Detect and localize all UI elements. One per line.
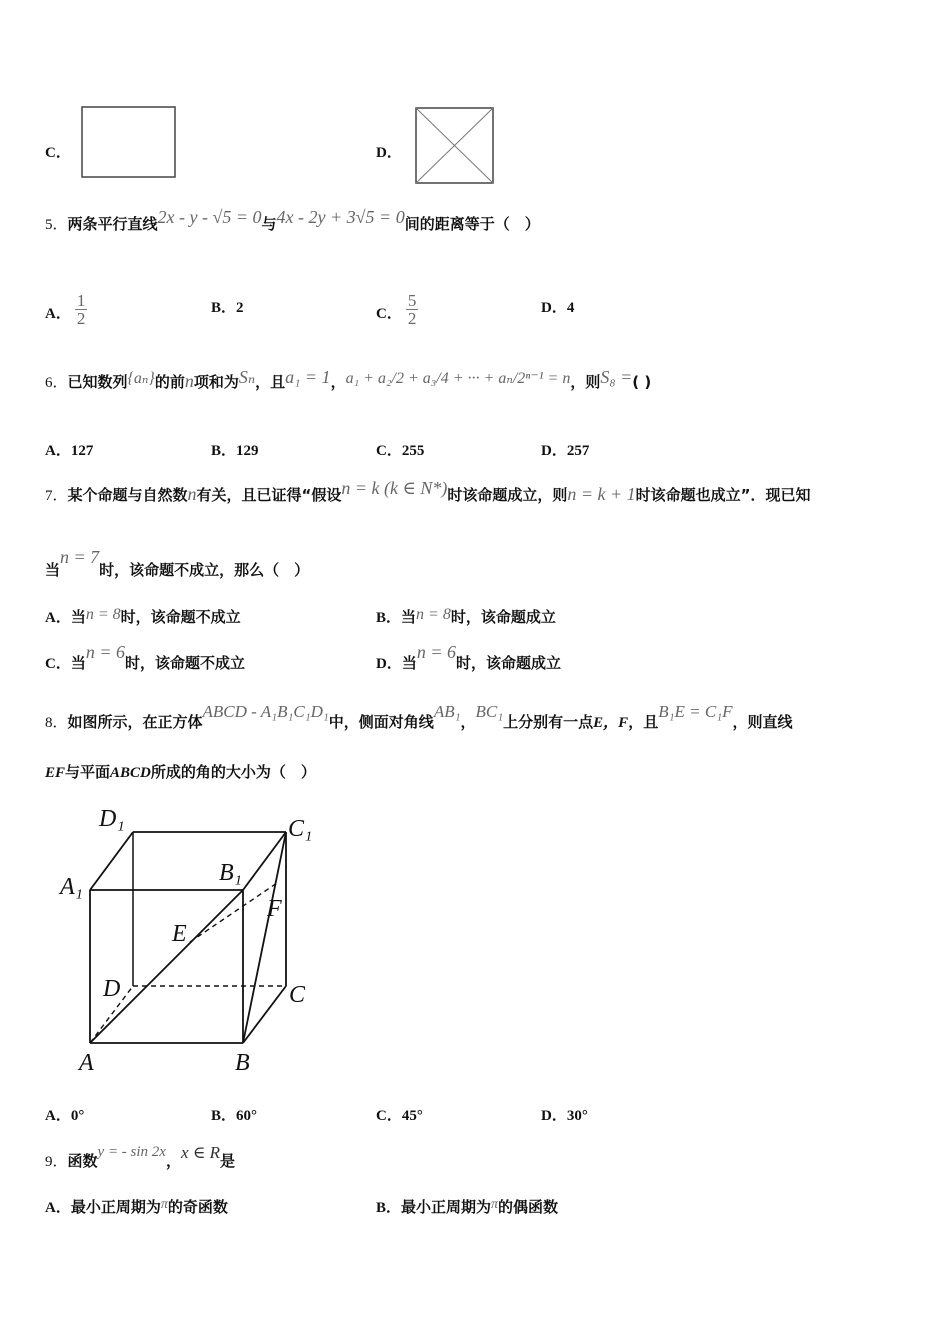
cube-segment-ef — [190, 883, 277, 942]
q6-text: ， — [330, 373, 346, 391]
label-d: D — [103, 976, 121, 1002]
option-text: 当 — [70, 608, 86, 626]
q5-option-a-fraction: $\frac{1}{2}$ — [76, 291, 86, 328]
q7-stem-line2 — [45, 547, 310, 580]
pi-symbol: π — [491, 1197, 499, 1212]
q9-option-b — [376, 1196, 558, 1217]
q9-domain: x ∈ R — [180, 1143, 220, 1162]
q7-text: 时该命题也成立”．现已知 — [635, 486, 811, 504]
label-c: C — [289, 982, 306, 1008]
q8-option-d — [541, 1104, 588, 1125]
label-d1: D₁ — [99, 806, 125, 832]
q9-option-a — [45, 1196, 228, 1217]
q5-text-after: 间的距离等于（ ） — [404, 215, 540, 233]
q6-text: ，且 — [255, 373, 286, 391]
q7-number: 7． — [45, 488, 68, 504]
option-text: 当 — [401, 608, 417, 626]
q6-text: 的前 — [154, 373, 185, 391]
q4-option-d-figure — [414, 106, 496, 186]
option-label: B． — [376, 610, 402, 626]
q8-bc1: BC₁ — [475, 702, 504, 721]
option-text: 时，该命题成立 — [450, 608, 556, 626]
q9-text: 是 — [220, 1152, 236, 1170]
q8-line-ef: EF — [45, 765, 66, 781]
q5-line2-equation: 4x - 2y + 3√5 = 0 — [276, 207, 405, 227]
q6-sn: Sₙ — [238, 367, 256, 387]
option-label: B． — [211, 1108, 237, 1124]
label-f: F — [267, 896, 282, 922]
cube-diagonal-bc1 — [243, 832, 286, 1043]
option-text: 当 — [401, 654, 417, 672]
q5-option-c — [376, 291, 418, 331]
option-label: C． — [45, 656, 71, 672]
cube-edge-a1d1 — [90, 832, 133, 890]
q4-option-d-label: D． — [376, 145, 402, 161]
q7-assumption: n = k (k ∈ N*) — [341, 478, 448, 498]
option-text: 时，该命题不成立 — [120, 608, 241, 626]
option-label: A． — [45, 306, 71, 322]
q8-option-a — [45, 1104, 84, 1125]
q8-cube-figure — [55, 800, 335, 1085]
option-value: 127 — [70, 443, 94, 459]
option-label: C． — [376, 306, 402, 322]
option-value: 255 — [401, 443, 425, 459]
q8-text: 所成的角的大小为（ ） — [150, 763, 316, 781]
option-label: B． — [376, 1200, 402, 1216]
option-label: C． — [376, 443, 402, 459]
option-label: A． — [45, 1200, 71, 1216]
option-value: 257 — [566, 443, 590, 459]
option-text: 当 — [70, 654, 86, 672]
option-value: 4 — [566, 300, 575, 316]
label-b: B — [235, 1050, 250, 1076]
label-b1: B₁ — [219, 860, 243, 886]
option-label: D． — [541, 443, 567, 459]
q8-equality: B₁E = C₁F — [658, 702, 733, 721]
q7-option-d — [376, 642, 562, 673]
option-label: A． — [45, 610, 71, 626]
q5-option-a — [45, 291, 87, 331]
q6-stem — [45, 367, 652, 392]
q5-line1-equation: 2x - y - √5 = 0 — [157, 207, 262, 227]
q5-text-before: 两条平行直线 — [67, 215, 158, 233]
q8-stem-line2 — [45, 761, 316, 782]
q7-n7: n = 7 — [60, 547, 100, 567]
q6-option-d — [541, 439, 589, 460]
option-value: 129 — [236, 443, 259, 459]
option-text: 的偶函数 — [498, 1198, 559, 1216]
q8-stem-line1 — [45, 702, 793, 732]
q9-text: 函数 — [67, 1152, 98, 1170]
q6-text: ，则 — [570, 373, 601, 391]
q9-function: y = - sin 2x — [97, 1144, 166, 1160]
option-value: 30° — [566, 1108, 588, 1124]
label-c1: C₁ — [288, 816, 313, 842]
q8-text: ，则直线 — [732, 713, 793, 731]
option-label: A． — [45, 443, 71, 459]
q6-sequence: {aₙ} — [127, 370, 155, 387]
q5-connector: 与 — [261, 215, 277, 233]
q8-points-ef: E，F — [593, 715, 629, 731]
option-math: n = 8 — [85, 606, 121, 623]
q6-text: ( ) — [632, 373, 652, 391]
q6-text: 已知数列 — [67, 373, 128, 391]
q7-text: 时，该命题不成立，那么（ ） — [99, 561, 310, 579]
q8-text: ，且 — [628, 713, 659, 731]
option-label: B． — [211, 300, 237, 316]
label-a: A — [79, 1050, 94, 1076]
q6-option-a — [45, 439, 93, 460]
q8-text: 上分别有一点 — [503, 713, 594, 731]
q6-n: n — [184, 371, 194, 391]
option-label: D． — [376, 656, 402, 672]
q7-stem-line1 — [45, 478, 811, 505]
q5-option-c-fraction: $\frac{5}{2}$ — [407, 291, 417, 328]
option-text: 最小正周期为 — [70, 1198, 161, 1216]
q9-text: ， — [165, 1152, 181, 1170]
q7-text: 当 — [45, 561, 61, 579]
option-math: n = 6 — [85, 642, 126, 662]
q8-text: ， — [460, 713, 476, 731]
option-math: n = 6 — [416, 642, 457, 662]
label-e: E — [172, 921, 187, 947]
option-text: 最小正周期为 — [401, 1198, 492, 1216]
cube-diagonal-ab1 — [90, 890, 243, 1043]
option-text: 的奇函数 — [167, 1198, 228, 1216]
q7-option-a — [45, 606, 241, 627]
q8-option-c — [376, 1104, 423, 1125]
q8-text: 中，侧面对角线 — [328, 713, 434, 731]
q5-option-b — [211, 296, 244, 317]
q7-text: 时该命题成立，则 — [447, 486, 568, 504]
q6-a1: a₁ = 1 — [285, 367, 331, 387]
q7-text: 某个命题与自然数 — [67, 486, 188, 504]
q7-option-c — [45, 642, 246, 673]
q4-option-c-figure — [80, 105, 178, 179]
option-label: D． — [541, 300, 567, 316]
q6-s8: S₈ = — [600, 367, 633, 387]
q8-ab1: AB₁ — [433, 702, 461, 721]
q7-next-case: n = k + 1 — [567, 484, 636, 504]
q6-text: 项和为 — [193, 373, 239, 391]
q6-number: 6． — [45, 375, 68, 391]
option-text: 时，该命题成立 — [456, 654, 562, 672]
q8-text: 如图所示，在正方体 — [67, 713, 203, 731]
option-label: D． — [541, 1108, 567, 1124]
q9-number: 9． — [45, 1154, 68, 1170]
q6-option-c — [376, 439, 424, 460]
q8-option-b — [211, 1104, 257, 1125]
q7-n: n — [187, 484, 197, 504]
q5-stem — [45, 207, 540, 234]
q5-option-d — [541, 296, 574, 317]
q8-number: 8． — [45, 715, 68, 731]
option-value: 45° — [401, 1108, 423, 1124]
q8-plane-abcd: ABCD — [110, 765, 151, 781]
label-a1: A₁ — [60, 874, 84, 900]
q9-stem — [45, 1143, 236, 1171]
option-value: 2 — [236, 300, 244, 316]
option-math: n = 8 — [416, 606, 451, 623]
option-value: 60° — [236, 1108, 258, 1124]
option-label: B． — [211, 443, 237, 459]
q8-text: 与平面 — [65, 763, 111, 781]
q6-option-b — [211, 439, 259, 460]
q7-text: 有关，且已证得“假设 — [196, 486, 342, 504]
option-text: 时，该命题不成立 — [125, 654, 246, 672]
q7-option-b — [376, 606, 556, 627]
pi-symbol: π — [160, 1197, 168, 1212]
q8-cube-name: ABCD - A₁B₁C₁D₁ — [202, 702, 329, 721]
q6-sum-equation: a₁ + a₂/2 + a₃/4 + ··· + aₙ/2ⁿ⁻¹ = n — [345, 370, 571, 387]
option-label: C． — [376, 1108, 402, 1124]
q5-number: 5． — [45, 217, 68, 233]
option-value: 0° — [70, 1108, 85, 1124]
option-label: A． — [45, 1108, 71, 1124]
q4-option-c-label: C． — [45, 145, 71, 161]
